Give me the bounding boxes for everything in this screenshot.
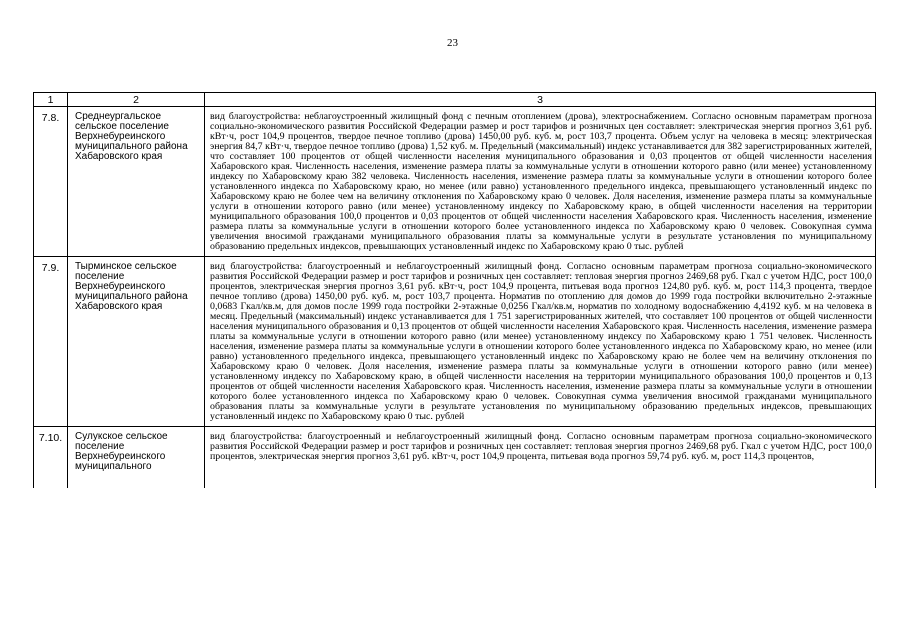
table-row (34, 257, 876, 427)
data-table (33, 92, 876, 488)
table-row (34, 107, 876, 257)
column-header-3: 3 (205, 93, 876, 107)
column-header-1: 1 (34, 93, 68, 107)
row-description: вид благоустройства: неблагоустроенный жилищный фонд с печным отоплением (дрова), электроснабжением. Согласно основным параметрам прогноза социально-экономического развития Российской Федерации размер и рост тарифов и розничных цен составляет: электрическая энергия прогноз 3,61 руб. кВт·ч, рост 104,9 процентов, твердое печное топливо (дрова) 1450,00 руб. куб. м, рост 103,7 процента. Объем услуг на человека в месяц: электрическая энергия 84,7 кВт·ч, твердое печное топливо (дрова) 1,52 куб. м. Предельный (максимальный) индекс устанавливается для 382 зарегистрированных жителей, что составляет 100 процентов от общей численности населения муниципального образования и 0,03 процентов от общей численности населения Хабаровского края. Численность населения, изменение размера платы за коммунальные услуги в отношении которого равно (или менее) установленному индексу по Хабаровскому краю 382 человека. Численность населения, изменение размера платы за коммунальные услуги в отношении которого более установленного индекса по Хабаровскому краю, но менее (или равно) установленного предельного индекса, превышающего установленный индекс по Хабаровскому краю не более чем на величину отклонения по Хабаровскому краю 0 человек. Доля населения, изменение размера платы за коммунальные услуги в отношении которого равно (или менее) установленному индексу по Хабаровскому краю, в общей численности населения на территории муниципального образования 100,0 процентов и 0,03 процентов от общей численности населения Хабаровского края. Численность населения, изменение размера платы за коммунальные услуги в отношении которого более установленного индекса по Хабаровскому краю 0 человек. Совокупная сумма увеличения вносимой гражданами муниципального образования платы за коммунальные услуги в результате установления по муниципальному образованию предельных индексов, превышающих установленный индекс по Хабаровскому краю 0 тыс. рублей (205, 107, 876, 257)
row-description: вид благоустройства: благоустроенный и неблагоустроенный жилищный фонд. Согласно основным параметрам прогноза социально-экономического развития Российской Федерации размер и рост тарифов и розничных цен составляет: тепловая энергия прогноз 2469,68 руб. Гкал с учетом НДС, рост 100,0 процентов, электрическая энергия прогноз 3,61 руб. кВт·ч, рост 104,9 процента, питьевая вода прогноз 59,74 руб. куб. м, рост 114,3 процентов, (205, 427, 876, 489)
settlement-name: Среднеургальское сельское поселение Верхнебуреинского муниципального района Хабаровского края (68, 107, 205, 257)
column-header-2: 2 (68, 93, 205, 107)
row-number: 7.8. (34, 107, 68, 257)
settlement-name: Тырминское сельское поселение Верхнебуреинского муниципального района Хабаровского края (68, 257, 205, 427)
row-number: 7.9. (34, 257, 68, 427)
row-description: вид благоустройства: благоустроенный и неблагоустроенный жилищный фонд. Согласно основным параметрам прогноза социально-экономического развития Российской Федерации размер и рост тарифов и розничных цен составляет: тепловая энергия прогноз 2469,68 руб. Гкал с учетом НДС, рост 100,0 процентов, электрическая энергия прогноз 3,61 руб. кВт·ч, рост 104,9 процента, питьевая вода прогноз 124,80 руб. куб. м, рост 114,3 процента, твердое печное топливо (дрова) 1450,00 руб. куб. м, рост 103,7 процента. Норматив по отоплению для домов до 1999 года постройки включительно 2-этажные 0,0683 Гкал/кв.м, для домов после 1999 года постройки 2-этажные 0,0256 Гкал/кв.м, норматив по холодному водоснабжению 4,4192 куб. м на человека в месяц. Предельный (максимальный) индекс устанавливается для 1 751 зарегистрированных жителей, что составляет 100 процентов от общей численности населения муниципального образования и 0,13 процентов от общей численности населения Хабаровского края. Численность населения, изменение размера платы за коммунальные услуги в отношении которого равно (или менее) установленному индексу по Хабаровскому краю 1 751 человек. Численность населения, изменение размера платы за коммунальные услуги в отношении которого более установленного индекса по Хабаровскому краю, но менее (или равно) установленного предельного индекса, превышающего установленный индекс по Хабаровскому краю не более чем на величину отклонения по Хабаровскому краю 0 человек. Доля населения, изменение размера платы за коммунальные услуги в отношении которого равно (или менее) установленному индексу по Хабаровскому краю, в общей численности населения на территории муниципального образования 100,0 процентов и 0,13 процентов от общей численности населения Хабаровского края. Численность населения, изменение размера платы за коммунальные услуги в отношении которого более установленного индекса по Хабаровскому краю 0 человек. Совокупная сумма увеличения вносимой гражданами муниципального образования платы за коммунальные услуги в результате установления по муниципальному образованию предельных индексов, превышающих установленный индекс по Хабаровскому краю 0 тыс. рублей (205, 257, 876, 427)
settlement-name: Сулукское сельское поселение Верхнебуреинского муниципального (68, 427, 205, 489)
table-header-row (34, 93, 876, 107)
table-row (34, 427, 876, 489)
row-number: 7.10. (34, 427, 68, 489)
page-number: 23 (447, 37, 458, 49)
